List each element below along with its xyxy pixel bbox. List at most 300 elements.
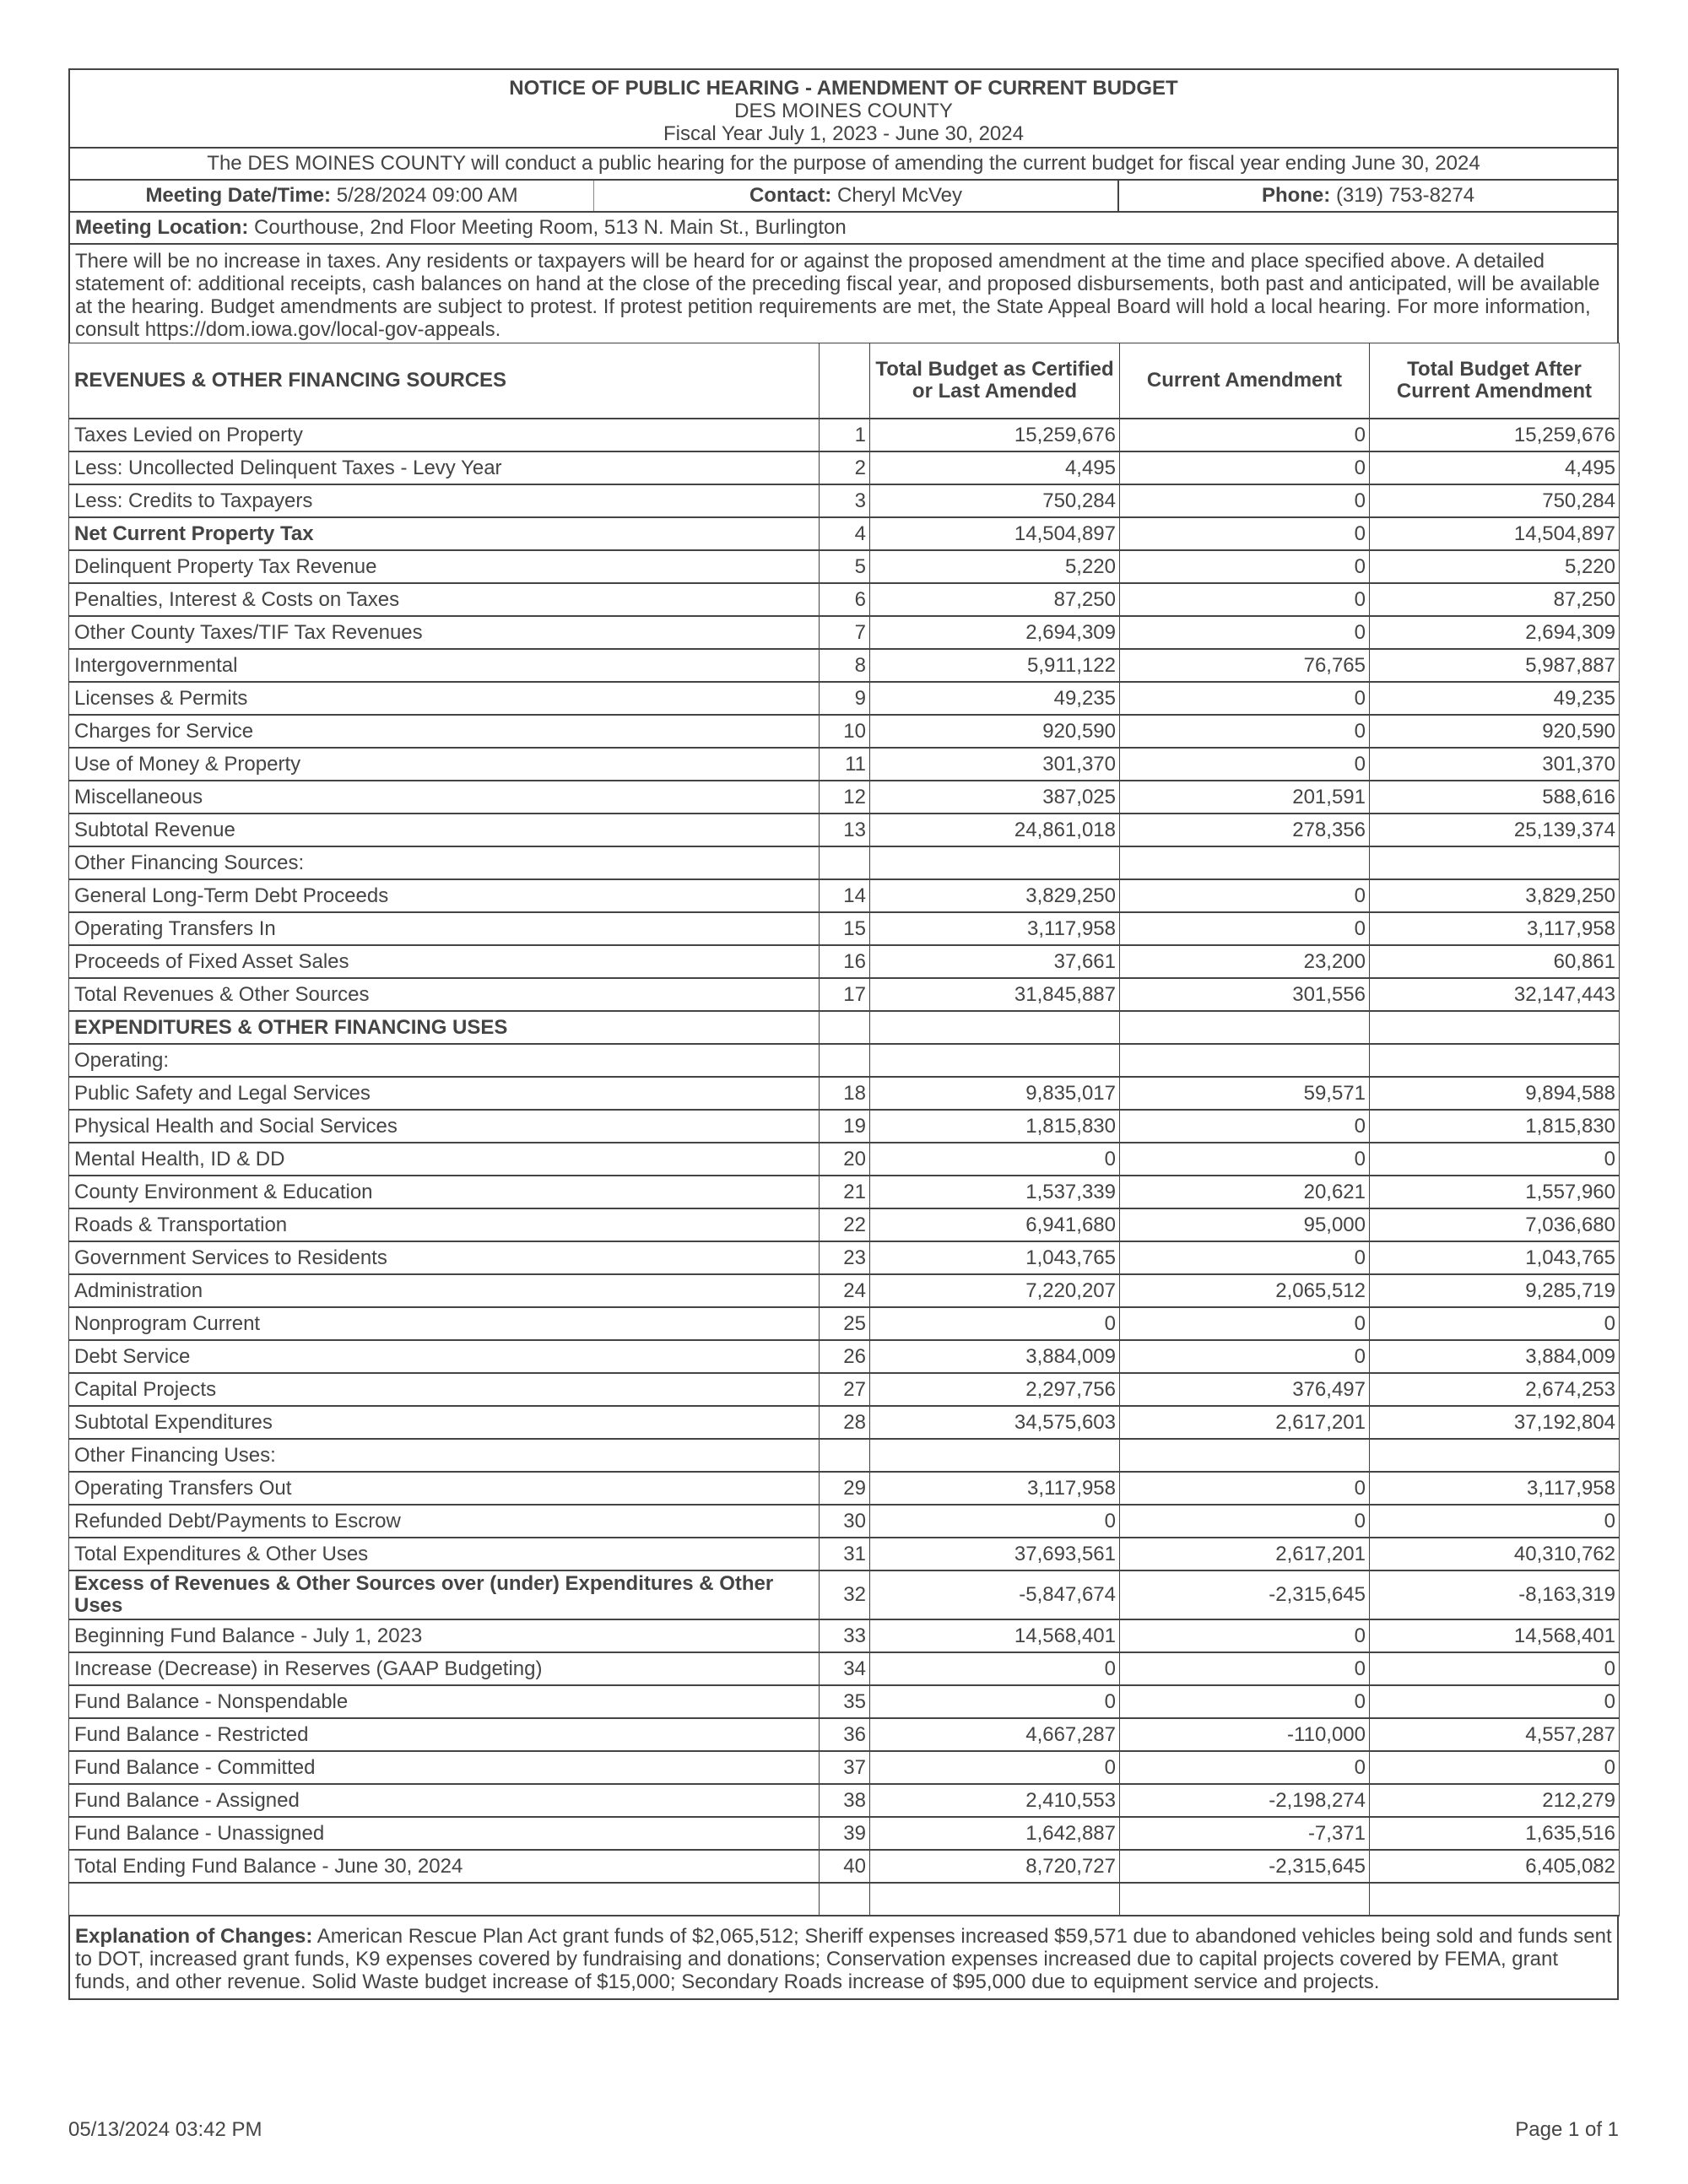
row-label: Less: Uncollected Delinquent Taxes - Levy Year (69, 451, 820, 484)
row-certified-value: 1,043,765 (870, 1241, 1120, 1274)
row-amendment-value (1120, 1011, 1370, 1044)
table-row (69, 1817, 1620, 1850)
row-after-value: 2,694,309 (1370, 616, 1620, 649)
row-line-number (820, 846, 870, 879)
row-certified-value: 8,720,727 (870, 1850, 1120, 1883)
row-label: Proceeds of Fixed Asset Sales (69, 945, 820, 978)
notice-text: There will be no increase in taxes. Any residents or taxpayers will be heard for or against the proposed amendment at the time and place specified above. A detailed statement of: additional receipts, cash balances on hand at the close of the preceding fiscal year, and proposed disbursements, both past and anticipated, will be available at the hearing. Budget amendments are subject to protest. If protest petition requirements are met, the State Appeal Board will hold a local hearing. For more information, consult https://dom.iowa.gov/local-gov-appeals. (75, 250, 1600, 341)
row-line-number: 7 (820, 616, 870, 649)
row-label: Total Revenues & Other Sources (69, 978, 820, 1011)
row-certified-value: 3,884,009 (870, 1340, 1120, 1373)
row-after-value: 0 (1370, 1143, 1620, 1176)
table-row (69, 1538, 1620, 1570)
row-after-value: 49,235 (1370, 682, 1620, 715)
row-certified-value: 301,370 (870, 748, 1120, 781)
row-amendment-value: 0 (1120, 715, 1370, 748)
row-after-value: 4,495 (1370, 451, 1620, 484)
row-amendment-value: 0 (1120, 1143, 1370, 1176)
row-line-number: 36 (820, 1718, 870, 1751)
row-after-value: 25,139,374 (1370, 814, 1620, 846)
row-line-number: 14 (820, 879, 870, 912)
row-amendment-value: -2,315,645 (1120, 1570, 1370, 1619)
row-line-number: 22 (820, 1208, 870, 1241)
col-header-amendment: Current Amendment (1120, 343, 1370, 419)
row-line-number: 31 (820, 1538, 870, 1570)
phone-value: (319) 753-8274 (1335, 184, 1475, 207)
col-header-certified: Total Budget as Certified or Last Amended (870, 343, 1120, 419)
row-certified-value: 5,911,122 (870, 649, 1120, 682)
row-after-value: 9,894,588 (1370, 1077, 1620, 1110)
table-row (69, 945, 1620, 978)
col-header-line (820, 343, 870, 419)
table-row (69, 1505, 1620, 1538)
meeting-location (70, 213, 1617, 245)
row-label: Refunded Debt/Payments to Escrow (69, 1505, 820, 1538)
row-label: Subtotal Expenditures (69, 1406, 820, 1439)
table-row (69, 682, 1620, 715)
row-certified-value: 750,284 (870, 484, 1120, 517)
row-label: Delinquent Property Tax Revenue (69, 550, 820, 583)
row-after-value: 212,279 (1370, 1784, 1620, 1817)
row-certified-value: 3,829,250 (870, 879, 1120, 912)
row-label: Licenses & Permits (69, 682, 820, 715)
print-timestamp: 05/13/2024 03:42 PM (68, 2118, 262, 2141)
row-label: Public Safety and Legal Services (69, 1077, 820, 1110)
row-label: General Long-Term Debt Proceeds (69, 879, 820, 912)
row-after-value: 3,829,250 (1370, 879, 1620, 912)
row-certified-value: 2,694,309 (870, 616, 1120, 649)
row-line-number: 8 (820, 649, 870, 682)
row-after-value: 1,043,765 (1370, 1241, 1620, 1274)
row-certified-value: 387,025 (870, 781, 1120, 814)
row-label: Penalties, Interest & Costs on Taxes (69, 583, 820, 616)
title-block (70, 70, 1617, 149)
row-label: Beginning Fund Balance - July 1, 2023 (69, 1619, 820, 1652)
explanation-of-changes (68, 1916, 1619, 2000)
col-header-after: Total Budget After Current Amendment (1370, 343, 1620, 419)
row-line-number: 23 (820, 1241, 870, 1274)
row-certified-value: 87,250 (870, 583, 1120, 616)
row-amendment-value: 0 (1120, 451, 1370, 484)
row-label: Miscellaneous (69, 781, 820, 814)
row-certified-value: 1,642,887 (870, 1817, 1120, 1850)
row-amendment-value: 0 (1120, 583, 1370, 616)
budget-notice-page (68, 68, 1619, 2000)
row-certified-value: 15,259,676 (870, 419, 1120, 451)
location-value: Courthouse, 2nd Floor Meeting Room, 513 N. Main St., Burlington (254, 216, 847, 239)
row-certified-value: 0 (870, 1505, 1120, 1538)
row-amendment-value: 0 (1120, 682, 1370, 715)
blank-row (69, 1883, 1620, 1916)
row-certified-value: 0 (870, 1307, 1120, 1340)
table-row (69, 1406, 1620, 1439)
row-certified-value (870, 846, 1120, 879)
row-line-number: 16 (820, 945, 870, 978)
row-line-number (820, 1883, 870, 1916)
table-row (69, 1472, 1620, 1505)
meeting-datetime-label: Meeting Date/Time: (145, 184, 332, 207)
row-line-number: 24 (820, 1274, 870, 1307)
row-line-number: 18 (820, 1077, 870, 1110)
row-label: Operating: (69, 1044, 820, 1077)
row-amendment-value: 23,200 (1120, 945, 1370, 978)
row-label: Subtotal Revenue (69, 814, 820, 846)
page-number: Page 1 of 1 (1515, 2118, 1619, 2141)
table-row (69, 1340, 1620, 1373)
row-amendment-value: -2,315,645 (1120, 1850, 1370, 1883)
row-after-value: 3,884,009 (1370, 1340, 1620, 1373)
row-after-value: 0 (1370, 1307, 1620, 1340)
row-label: Operating Transfers In (69, 912, 820, 945)
row-line-number (820, 1044, 870, 1077)
row-certified-value: 920,590 (870, 715, 1120, 748)
row-line-number: 30 (820, 1505, 870, 1538)
row-line-number: 34 (820, 1652, 870, 1685)
notice-title: NOTICE OF PUBLIC HEARING - AMENDMENT OF CURRENT BUDGET (509, 77, 1178, 100)
row-amendment-value: 0 (1120, 419, 1370, 451)
row-after-value: 301,370 (1370, 748, 1620, 781)
row-label: Debt Service (69, 1340, 820, 1373)
row-amendment-value (1120, 1439, 1370, 1472)
row-amendment-value: 0 (1120, 879, 1370, 912)
table-row (69, 1570, 1620, 1619)
table-header-row (69, 343, 1620, 419)
row-certified-value: -5,847,674 (870, 1570, 1120, 1619)
row-after-value: 588,616 (1370, 781, 1620, 814)
explanation-text: American Rescue Plan Act grant funds of $2,065,512; Sheriff expenses increased $59,571 due to abandoned vehicles being sold and funds sent to DOT, increased grant funds, K9 expenses covered by fundraising and donations; Conservation expenses increased due to capital projects covered by FEMA, grant funds, and other revenue. Solid Waste budget increase of $15,000; Secondary Roads increase of $95,000 due to equipment service and projects. (75, 1925, 1612, 1993)
table-row (69, 517, 1620, 550)
notice-header-box (68, 68, 1619, 343)
row-line-number: 38 (820, 1784, 870, 1817)
row-after-value: 9,285,719 (1370, 1274, 1620, 1307)
table-row (69, 1176, 1620, 1208)
row-label: EXPENDITURES & OTHER FINANCING USES (69, 1011, 820, 1044)
row-certified-value: 4,495 (870, 451, 1120, 484)
table-row (69, 814, 1620, 846)
row-amendment-value: 0 (1120, 1472, 1370, 1505)
row-amendment-value: 0 (1120, 616, 1370, 649)
row-label (69, 1883, 820, 1916)
row-certified-value: 4,667,287 (870, 1718, 1120, 1751)
row-after-value: 0 (1370, 1685, 1620, 1718)
table-row (69, 1110, 1620, 1143)
row-line-number: 1 (820, 419, 870, 451)
row-after-value: 750,284 (1370, 484, 1620, 517)
table-row (69, 1373, 1620, 1406)
row-after-value (1370, 1883, 1620, 1916)
row-amendment-value: 0 (1120, 1307, 1370, 1340)
table-row (69, 846, 1620, 879)
row-line-number: 28 (820, 1406, 870, 1439)
table-row (69, 1439, 1620, 1472)
row-amendment-value: 0 (1120, 550, 1370, 583)
table-row (69, 1274, 1620, 1307)
row-after-value: 40,310,762 (1370, 1538, 1620, 1570)
row-amendment-value: 0 (1120, 484, 1370, 517)
table-row (69, 1619, 1620, 1652)
row-label: Use of Money & Property (69, 748, 820, 781)
row-after-value: 0 (1370, 1652, 1620, 1685)
row-label: County Environment & Education (69, 1176, 820, 1208)
row-after-value: -8,163,319 (1370, 1570, 1620, 1619)
row-label: Nonprogram Current (69, 1307, 820, 1340)
row-certified-value (870, 1011, 1120, 1044)
row-line-number: 33 (820, 1619, 870, 1652)
row-line-number: 39 (820, 1817, 870, 1850)
row-line-number: 4 (820, 517, 870, 550)
phone-label: Phone: (1261, 184, 1331, 207)
row-line-number: 6 (820, 583, 870, 616)
row-amendment-value: -2,198,274 (1120, 1784, 1370, 1817)
table-row (69, 484, 1620, 517)
row-after-value: 1,815,830 (1370, 1110, 1620, 1143)
row-amendment-value: -7,371 (1120, 1817, 1370, 1850)
row-line-number: 40 (820, 1850, 870, 1883)
row-amendment-value (1120, 846, 1370, 879)
row-amendment-value: 20,621 (1120, 1176, 1370, 1208)
row-label: Operating Transfers Out (69, 1472, 820, 1505)
row-label: Total Ending Fund Balance - June 30, 2024 (69, 1850, 820, 1883)
row-amendment-value: 0 (1120, 1619, 1370, 1652)
row-amendment-value: 278,356 (1120, 814, 1370, 846)
table-row (69, 912, 1620, 945)
row-after-value: 14,568,401 (1370, 1619, 1620, 1652)
row-label: Excess of Revenues & Other Sources over (under) Expenditures & Other Uses (69, 1570, 820, 1619)
row-line-number: 9 (820, 682, 870, 715)
row-amendment-value (1120, 1883, 1370, 1916)
table-row (69, 1011, 1620, 1044)
row-certified-value: 2,410,553 (870, 1784, 1120, 1817)
table-row (69, 1077, 1620, 1110)
row-amendment-value: 0 (1120, 1652, 1370, 1685)
budget-table-body (69, 419, 1620, 1916)
row-amendment-value: 376,497 (1120, 1373, 1370, 1406)
table-row (69, 419, 1620, 451)
explanation-label: Explanation of Changes: (75, 1925, 313, 1948)
row-amendment-value: 59,571 (1120, 1077, 1370, 1110)
row-certified-value: 37,661 (870, 945, 1120, 978)
row-certified-value: 31,845,887 (870, 978, 1120, 1011)
table-row (69, 1208, 1620, 1241)
row-label: Capital Projects (69, 1373, 820, 1406)
row-certified-value (870, 1439, 1120, 1472)
row-label: Charges for Service (69, 715, 820, 748)
row-certified-value: 1,815,830 (870, 1110, 1120, 1143)
row-label: Other Financing Sources: (69, 846, 820, 879)
row-line-number: 2 (820, 451, 870, 484)
row-certified-value: 37,693,561 (870, 1538, 1120, 1570)
row-after-value: 5,987,887 (1370, 649, 1620, 682)
row-amendment-value: 0 (1120, 1505, 1370, 1538)
row-label: Net Current Property Tax (69, 517, 820, 550)
table-row (69, 748, 1620, 781)
row-certified-value: 6,941,680 (870, 1208, 1120, 1241)
row-label: Physical Health and Social Services (69, 1110, 820, 1143)
row-line-number: 29 (820, 1472, 870, 1505)
row-label: Fund Balance - Restricted (69, 1718, 820, 1751)
row-label: Intergovernmental (69, 649, 820, 682)
meeting-info-row (70, 181, 1617, 213)
budget-table (68, 343, 1620, 1916)
table-row (69, 649, 1620, 682)
table-row (69, 1241, 1620, 1274)
row-certified-value: 0 (870, 1751, 1120, 1784)
row-amendment-value: 201,591 (1120, 781, 1370, 814)
entity-name: DES MOINES COUNTY (734, 100, 953, 122)
row-after-value: 4,557,287 (1370, 1718, 1620, 1751)
fiscal-year: Fiscal Year July 1, 2023 - June 30, 2024 (663, 122, 1024, 145)
table-row (69, 1751, 1620, 1784)
row-after-value: 1,557,960 (1370, 1176, 1620, 1208)
row-amendment-value: 2,617,201 (1120, 1538, 1370, 1570)
row-label: Fund Balance - Nonspendable (69, 1685, 820, 1718)
row-label: Less: Credits to Taxpayers (69, 484, 820, 517)
row-amendment-value (1120, 1044, 1370, 1077)
table-row (69, 1718, 1620, 1751)
row-line-number: 21 (820, 1176, 870, 1208)
row-certified-value: 0 (870, 1685, 1120, 1718)
row-label: Administration (69, 1274, 820, 1307)
table-row (69, 1044, 1620, 1077)
row-amendment-value: 301,556 (1120, 978, 1370, 1011)
row-certified-value: 14,504,897 (870, 517, 1120, 550)
row-label: Roads & Transportation (69, 1208, 820, 1241)
row-label: Fund Balance - Unassigned (69, 1817, 820, 1850)
row-certified-value: 0 (870, 1652, 1120, 1685)
row-certified-value: 49,235 (870, 682, 1120, 715)
table-row (69, 616, 1620, 649)
row-after-value (1370, 1044, 1620, 1077)
row-after-value: 6,405,082 (1370, 1850, 1620, 1883)
row-amendment-value: 0 (1120, 912, 1370, 945)
row-label: Other Financing Uses: (69, 1439, 820, 1472)
row-after-value (1370, 1011, 1620, 1044)
table-row (69, 1685, 1620, 1718)
row-line-number: 17 (820, 978, 870, 1011)
row-amendment-value: 76,765 (1120, 649, 1370, 682)
row-after-value: 1,635,516 (1370, 1817, 1620, 1850)
table-row (69, 1143, 1620, 1176)
row-label: Total Expenditures & Other Uses (69, 1538, 820, 1570)
row-certified-value: 24,861,018 (870, 814, 1120, 846)
row-line-number: 12 (820, 781, 870, 814)
row-certified-value: 14,568,401 (870, 1619, 1120, 1652)
row-line-number: 37 (820, 1751, 870, 1784)
row-label: Government Services to Residents (69, 1241, 820, 1274)
table-row (69, 1784, 1620, 1817)
row-label: Taxes Levied on Property (69, 419, 820, 451)
location-label: Meeting Location: (75, 216, 249, 239)
row-line-number: 35 (820, 1685, 870, 1718)
row-certified-value: 3,117,958 (870, 912, 1120, 945)
row-after-value (1370, 1439, 1620, 1472)
row-amendment-value: 0 (1120, 748, 1370, 781)
row-amendment-value: 0 (1120, 517, 1370, 550)
row-certified-value (870, 1044, 1120, 1077)
table-row (69, 781, 1620, 814)
row-line-number: 15 (820, 912, 870, 945)
row-line-number: 19 (820, 1110, 870, 1143)
row-after-value: 14,504,897 (1370, 517, 1620, 550)
row-certified-value: 34,575,603 (870, 1406, 1120, 1439)
row-amendment-value: 0 (1120, 1751, 1370, 1784)
row-line-number: 5 (820, 550, 870, 583)
row-certified-value (870, 1883, 1120, 1916)
table-row (69, 879, 1620, 912)
row-label: Fund Balance - Assigned (69, 1784, 820, 1817)
row-line-number: 13 (820, 814, 870, 846)
row-certified-value: 3,117,958 (870, 1472, 1120, 1505)
row-amendment-value: 2,065,512 (1120, 1274, 1370, 1307)
row-line-number: 26 (820, 1340, 870, 1373)
contact-value: Cheryl McVey (836, 184, 963, 207)
row-after-value: 5,220 (1370, 550, 1620, 583)
table-row (69, 1307, 1620, 1340)
intro-statement: The DES MOINES COUNTY will conduct a public hearing for the purpose of amending the current budget for fiscal year ending June 30, 2024 (70, 149, 1617, 181)
row-after-value: 920,590 (1370, 715, 1620, 748)
row-after-value: 2,674,253 (1370, 1373, 1620, 1406)
row-certified-value: 1,537,339 (870, 1176, 1120, 1208)
row-after-value: 87,250 (1370, 583, 1620, 616)
row-amendment-value: 2,617,201 (1120, 1406, 1370, 1439)
table-row (69, 1850, 1620, 1883)
row-certified-value: 2,297,756 (870, 1373, 1120, 1406)
row-amendment-value: -110,000 (1120, 1718, 1370, 1751)
meeting-datetime (70, 181, 594, 211)
table-row (69, 1652, 1620, 1685)
row-line-number: 20 (820, 1143, 870, 1176)
contact-label: Contact: (749, 184, 832, 207)
row-after-value: 3,117,958 (1370, 1472, 1620, 1505)
table-row (69, 715, 1620, 748)
row-after-value: 32,147,443 (1370, 978, 1620, 1011)
table-row (69, 583, 1620, 616)
table-row (69, 550, 1620, 583)
row-label: Other County Taxes/TIF Tax Revenues (69, 616, 820, 649)
row-amendment-value: 95,000 (1120, 1208, 1370, 1241)
row-after-value: 3,117,958 (1370, 912, 1620, 945)
meeting-contact (594, 181, 1119, 211)
meeting-phone (1119, 181, 1617, 211)
meeting-datetime-value: 5/28/2024 09:00 AM (336, 184, 518, 207)
table-row (69, 978, 1620, 1011)
row-certified-value: 9,835,017 (870, 1077, 1120, 1110)
row-line-number: 27 (820, 1373, 870, 1406)
row-certified-value: 5,220 (870, 550, 1120, 583)
row-label: Increase (Decrease) in Reserves (GAAP Budgeting) (69, 1652, 820, 1685)
row-after-value (1370, 846, 1620, 879)
row-after-value: 60,861 (1370, 945, 1620, 978)
row-certified-value: 7,220,207 (870, 1274, 1120, 1307)
table-row (69, 451, 1620, 484)
row-amendment-value: 0 (1120, 1241, 1370, 1274)
row-label: Mental Health, ID & DD (69, 1143, 820, 1176)
row-after-value: 7,036,680 (1370, 1208, 1620, 1241)
row-line-number (820, 1439, 870, 1472)
row-line-number (820, 1011, 870, 1044)
row-after-value: 37,192,804 (1370, 1406, 1620, 1439)
row-amendment-value: 0 (1120, 1110, 1370, 1143)
col-header-section: REVENUES & OTHER FINANCING SOURCES (69, 343, 820, 419)
row-after-value: 0 (1370, 1505, 1620, 1538)
row-amendment-value: 0 (1120, 1685, 1370, 1718)
row-line-number: 3 (820, 484, 870, 517)
row-line-number: 25 (820, 1307, 870, 1340)
row-after-value: 15,259,676 (1370, 419, 1620, 451)
row-label: Fund Balance - Committed (69, 1751, 820, 1784)
row-certified-value: 0 (870, 1143, 1120, 1176)
row-line-number: 11 (820, 748, 870, 781)
